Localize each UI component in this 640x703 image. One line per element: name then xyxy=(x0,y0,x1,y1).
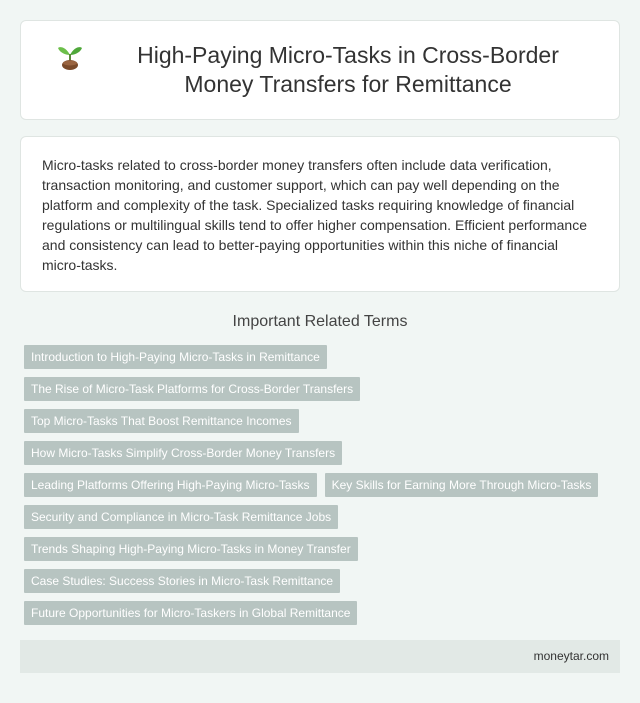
related-term-tag[interactable]: Security and Compliance in Micro-Task Remittance Jobs xyxy=(24,505,338,529)
related-term-tag[interactable]: Trends Shaping High-Paying Micro-Tasks in Money Transfer xyxy=(24,537,358,561)
header-card xyxy=(20,20,620,120)
related-terms-heading: Important Related Terms xyxy=(232,313,408,330)
related-term-tag[interactable]: Introduction to High-Paying Micro-Tasks in Remittance xyxy=(24,345,327,369)
tag-row xyxy=(20,409,620,441)
footer xyxy=(20,640,620,673)
related-term-tag[interactable]: Key Skills for Earning More Through Micro-Tasks xyxy=(325,473,599,497)
header-inner xyxy=(57,41,583,99)
footer-site-link[interactable]: moneytar.com xyxy=(533,649,609,663)
tag-row xyxy=(20,601,620,633)
summary-card xyxy=(20,136,620,292)
related-terms-list xyxy=(20,345,620,633)
summary-text: Micro-tasks related to cross-border money transfers often include data verification, transaction monitoring, and customer support, which can pay well depending on the platform and complexity of the task. Specialized tasks requiring knowledge of financial regulations or multilingual skills tend to offer higher compensation. Efficient performance and consistency can lead to better-paying opportunities within this niche of financial micro-tasks. xyxy=(42,157,587,273)
tag-row xyxy=(20,473,620,505)
tag-row xyxy=(20,377,620,409)
related-term-tag[interactable]: Leading Platforms Offering High-Paying Micro-Tasks xyxy=(24,473,317,497)
related-term-tag[interactable]: How Micro-Tasks Simplify Cross-Border Money Transfers xyxy=(24,441,342,465)
tag-row xyxy=(20,537,620,569)
tag-row xyxy=(20,441,620,473)
related-term-tag[interactable]: The Rise of Micro-Task Platforms for Cross-Border Transfers xyxy=(24,377,360,401)
related-term-tag[interactable]: Case Studies: Success Stories in Micro-Task Remittance xyxy=(24,569,340,593)
tag-row xyxy=(20,569,620,601)
related-term-tag[interactable]: Future Opportunities for Micro-Taskers in Global Remittance xyxy=(24,601,357,625)
sprout-icon xyxy=(57,43,83,71)
related-term-tag[interactable]: Top Micro-Tasks That Boost Remittance Incomes xyxy=(24,409,299,433)
tag-row xyxy=(20,345,620,377)
page-title: High-Paying Micro-Tasks in Cross-Border Money Transfers for Remittance xyxy=(137,42,559,97)
tag-row xyxy=(20,505,620,537)
